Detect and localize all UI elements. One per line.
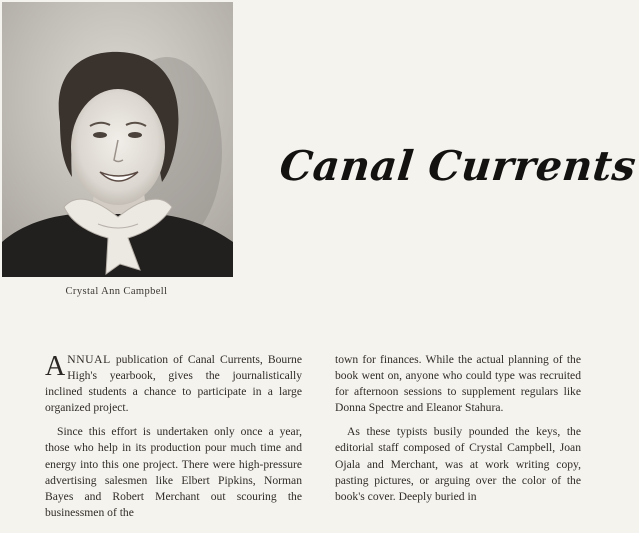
article-column-left [45, 352, 302, 529]
drop-cap: A [45, 351, 66, 382]
portrait-photo [2, 2, 233, 277]
lead-word: NNUAL [67, 353, 111, 366]
article-paragraph: As these typists busily pounded the keys, the editorial staff composed of Crystal Campbell, Joan Ojala and Merchant, was at work writing copy, pasting pictures, or arguing over the color of the book's cover. Deeply buried in [335, 425, 581, 503]
article-paragraph: Since this effort is undertaken only once a year, those who help in its production pour much time and energy into this one project. There were high-pressure advertising salesmen like Elbert Pipkins, Norman Bayes and Robert Merchant out scouring the businessmen of the [45, 425, 302, 519]
page-title: Canal Currents [277, 142, 639, 190]
article-paragraph [45, 352, 302, 416]
article-paragraph: town for finances. While the actual planning of the book went on, anyone who could type was recruited for afternoon sessions to supplement regulars like Donna Spectre and Eleanor Stahura. [335, 353, 581, 415]
photo-caption: Crystal Ann Campbell [65, 286, 168, 297]
paragraph-text: publication of Canal Currents, Bourne High's yearbook, gives the journalistically inclined students a chance to participate in a large organized project. [45, 353, 302, 415]
article-column-right [335, 352, 581, 513]
